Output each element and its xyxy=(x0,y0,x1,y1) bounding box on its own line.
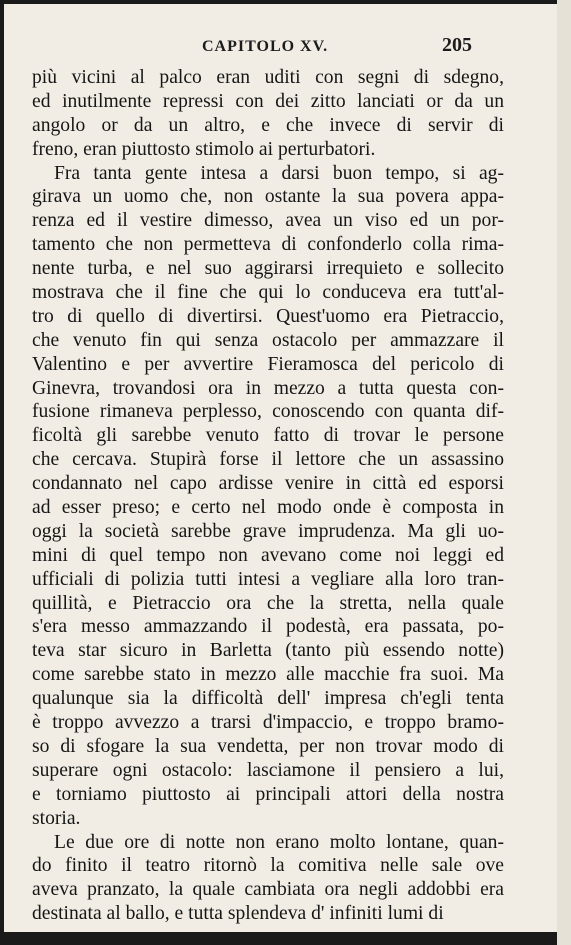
text-line: condannato nel capo ardisse venire in città ed esporsi xyxy=(32,473,504,495)
text-line: s'era messo ammazzando il podestà, era passata, po- xyxy=(32,616,504,638)
text-line: do finito il teatro ritornò la comitiva nelle sale ove xyxy=(32,855,504,877)
text-line: come sarebbe stato in mezzo alle macchie fra suoi. Ma xyxy=(32,664,504,686)
book-page xyxy=(4,4,559,932)
text-line: è troppo avvezzo a trarsi d'impaccio, e troppo bramo- xyxy=(32,712,504,734)
text-line: Ginevra, trovandosi ora in mezzo a tutta questa con- xyxy=(32,377,504,399)
text-line: Valentino e per avvertire Fieramosca del pericolo di xyxy=(32,353,504,375)
chapter-heading: CAPITOLO XV. xyxy=(202,38,329,55)
text-line: oggi la società sarebbe grave imprudenza. Ma gli uo- xyxy=(32,520,504,542)
text-line: aveva pranzato, la quale cambiata ora negli addobbi era xyxy=(32,879,504,901)
text-line: freno, eran piuttosto stimolo ai perturbatori. xyxy=(32,138,376,160)
text-line: storia. xyxy=(32,807,81,829)
text-line: angolo or da un altro, e che invece di servir di xyxy=(32,114,504,136)
text-line: Fra tanta gente intesa a darsi buon tempo, si ag- xyxy=(54,162,504,184)
text-line: che venuto fin qui senza ostacolo per ammazzare il xyxy=(32,329,504,351)
text-line: ad esser preso; e certo nel modo onde è composta in xyxy=(32,497,504,519)
running-header xyxy=(4,34,559,60)
page-number: 205 xyxy=(442,34,472,56)
text-line: superare ogni ostacolo: lasciamone il pensiero a lui, xyxy=(32,759,504,781)
text-line: tro di quello di divertirsi. Quest'uomo era Pietraccio, xyxy=(32,305,504,327)
text-line: tamento che non permetteva di confonderlo colla rima- xyxy=(32,234,504,256)
text-line: renza ed il vestire dimesso, avea un viso ed un por- xyxy=(32,210,504,232)
text-line: più vicini al palco eran uditi con segni di sdegno, xyxy=(32,67,504,88)
text-line: ed inutilmente repressi con dei zitto lanciati or da un xyxy=(32,90,504,112)
text-line: ufficiali di polizia tutti intesi a vegliare alla loro tran- xyxy=(32,568,504,590)
text-line: girava un uomo che, non ostante la sua povera appa- xyxy=(32,186,504,208)
text-line: e torniamo piuttosto ai principali attori della nostra xyxy=(32,783,504,805)
page-edge xyxy=(557,0,571,945)
text-line: mostrava che il fine che qui lo conduceva era tutt'al- xyxy=(32,282,504,304)
text-line: qualunque sia la difficoltà dell' impresa ch'egli tenta xyxy=(32,688,504,710)
text-line: fusione rimaneva perplesso, conoscendo con quanta dif- xyxy=(32,401,504,423)
text-line: destinata al ballo, e tutta splendeva d' infiniti lumi di xyxy=(32,903,444,925)
text-line: so di sfogare la sua vendetta, per non trovar modo di xyxy=(32,735,504,757)
text-line: ficoltà gli sarebbe venuto fatto di trovar le persone xyxy=(32,425,504,447)
text-line: Le due ore di notte non erano molto lontane, quan- xyxy=(54,831,504,853)
body-text xyxy=(32,66,504,926)
text-line: quillità, e Pietraccio ora che la stretta, nella quale xyxy=(32,592,504,614)
text-line: che cercava. Stupirà forse il lettore che un assassino xyxy=(32,449,504,471)
text-line: nente turba, e nel suo aggirarsi irrequieto e sollecito xyxy=(32,258,504,280)
text-line: mini di quel tempo non avevano come noi leggi ed xyxy=(32,544,504,566)
text-line: teva star sicuro in Barletta (tanto più essendo notte) xyxy=(32,640,504,662)
